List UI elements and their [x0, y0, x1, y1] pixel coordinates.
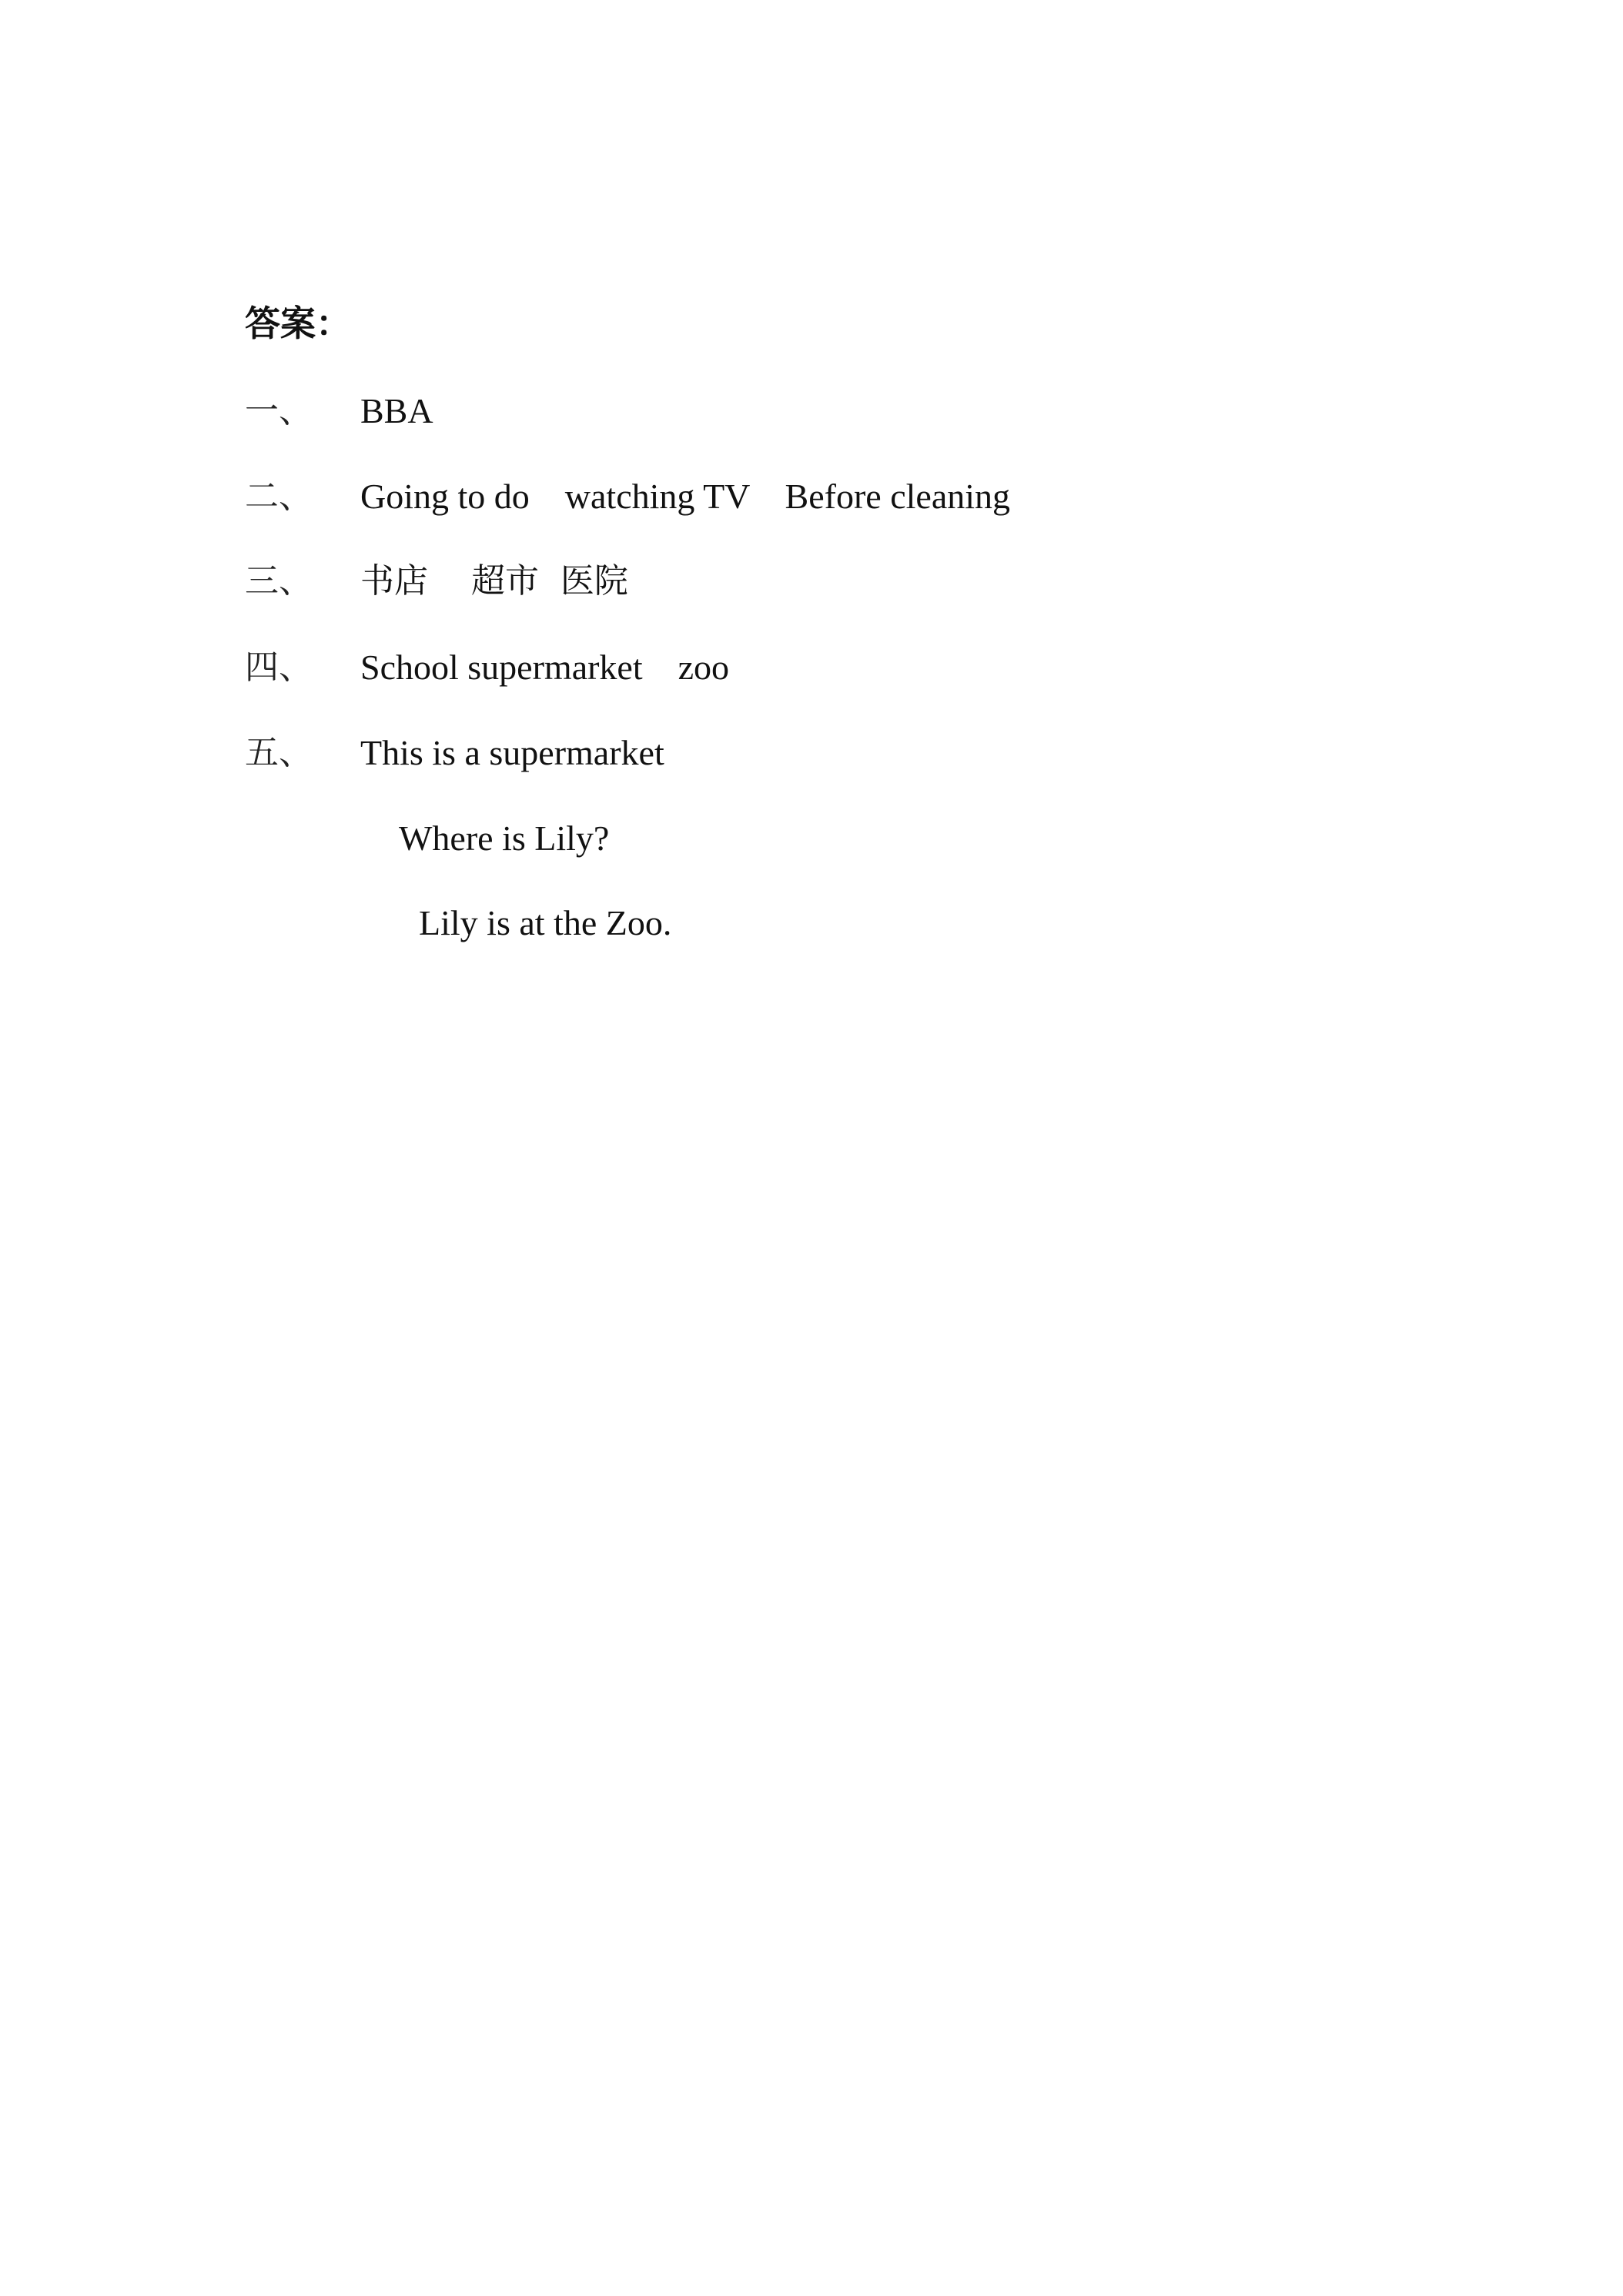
answer-text: BBA — [360, 391, 433, 430]
answer-number: 四、 — [245, 648, 313, 687]
answer-line-lily: Lily is at the Zoo. — [419, 903, 672, 942]
answer-text: Going to do watching TV Before cleaning — [360, 477, 1011, 516]
answer-number: 一、 — [245, 391, 313, 430]
answer-text: 书店 超市 医院 — [360, 561, 628, 601]
answer-line-where: Where is Lily? — [399, 818, 610, 858]
answer-number: 五、 — [245, 733, 313, 772]
answer-heading: 答案： — [245, 303, 351, 344]
answer-number: 二、 — [245, 477, 313, 516]
answer-number: 三、 — [245, 561, 313, 601]
answer-text: School supermarket zoo — [360, 648, 730, 687]
answer-text: This is a supermarket — [360, 733, 664, 772]
